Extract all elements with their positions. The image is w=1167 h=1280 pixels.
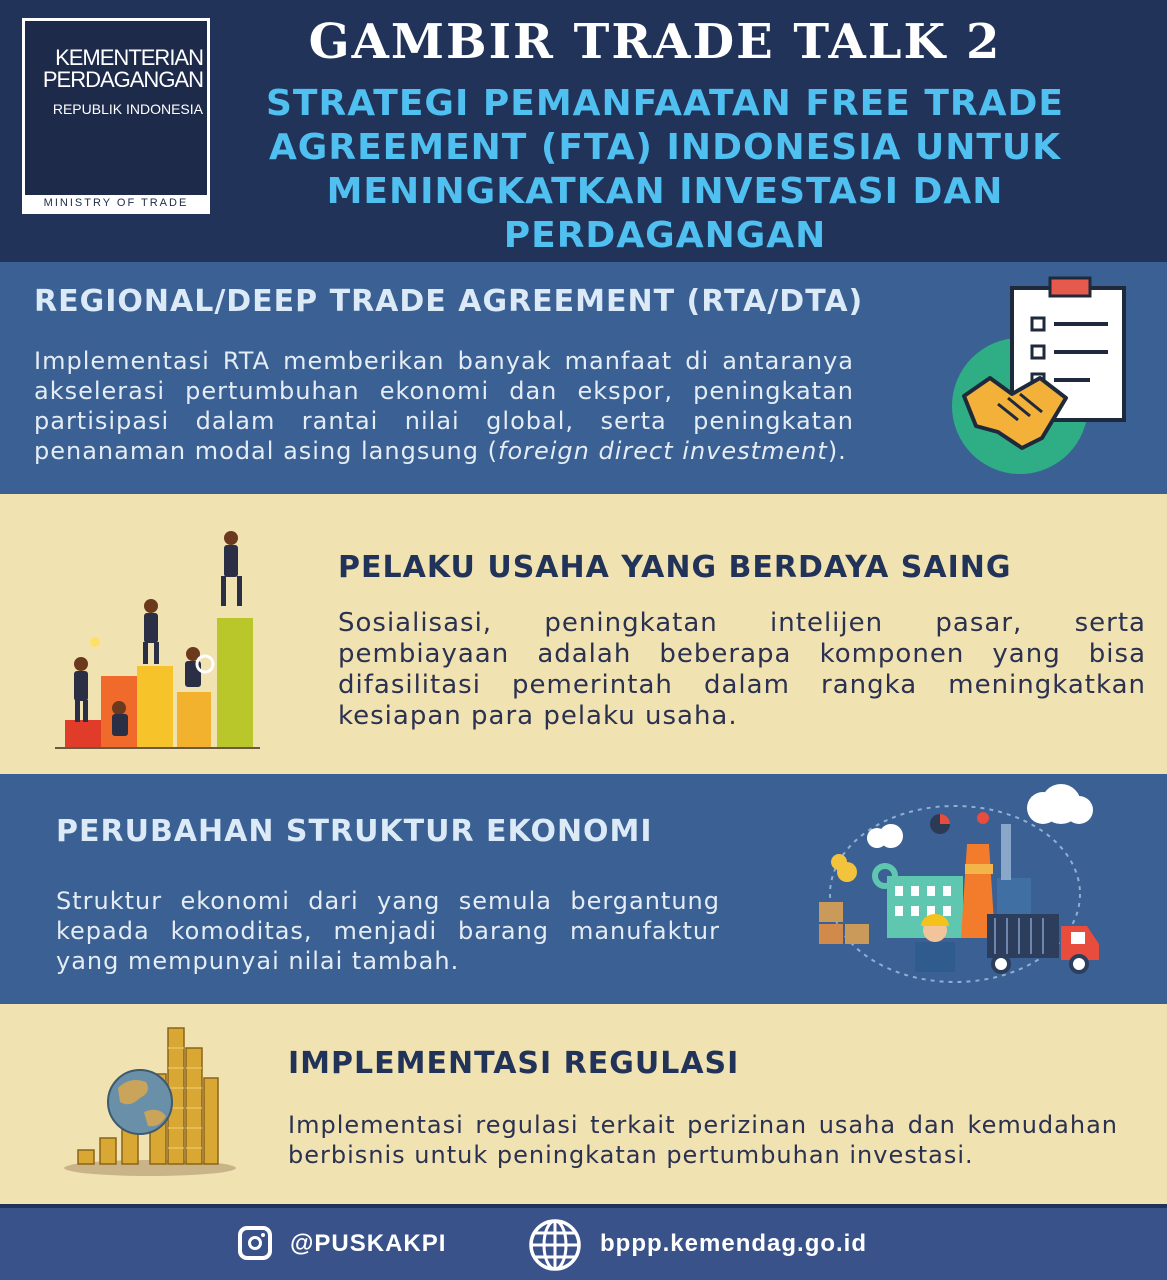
body-text-end: ). (827, 437, 847, 465)
section-rta-dta (0, 262, 1167, 494)
ministry-logo (22, 18, 210, 214)
section-body: Sosialisasi, peningkatan intelijen pasar, serta pembiayaan adalah beberapa komponen yang bisa difasilitasi pemerintah dalam rangka meningkatkan kesiapan para pelaku usaha. (338, 608, 1146, 731)
logo-line-3: REPUBLIK INDONESIA (52, 101, 203, 117)
logo-line-4: MINISTRY OF TRADE (25, 195, 207, 211)
page-subtitle: STRATEGI PEMANFAATAN FREE TRADE AGREEMENT (FTA) INDONESIA UNTUK MENINGKATKAN INVESTASI DAN PERDAGANGAN (265, 83, 1064, 256)
section-body: Implementasi regulasi terkait perizinan usaha dan kemudahan berbisnis untuk peningkatan pertumbuhan investasi. (288, 1111, 1118, 1169)
handshake-agreement-icon (950, 276, 1135, 476)
section-implementasi-regulasi (0, 1004, 1167, 1204)
page-title: GAMBIR TRADE TALK 2 (308, 14, 1002, 70)
website-link[interactable]: bppp.kemendag.go.id (600, 1230, 868, 1257)
body-italic-text: foreign direct investment (498, 437, 828, 465)
body-text: Implementasi RTA memberikan banyak manfaat di antaranya akselerasi pertumbuhan ekonomi dan ekspor, peningkatan partisipasi dalam rantai nilai global, serta peningkatan penanaman modal asing langsung ( (34, 347, 854, 465)
business-growth-illustration (55, 524, 270, 754)
footer (0, 1204, 1167, 1280)
header (0, 0, 1167, 262)
section-heading: IMPLEMENTASI REGULASI (288, 1046, 740, 1081)
section-heading: PERUBAHAN STRUKTUR EKONOMI (56, 814, 653, 849)
section-heading: REGIONAL/DEEP TRADE AGREEMENT (RTA/DTA) (34, 284, 864, 319)
globe-icon (528, 1218, 582, 1272)
section-struktur-ekonomi (0, 774, 1167, 1004)
industry-illustration (815, 784, 1105, 994)
section-pelaku-usaha (0, 494, 1167, 774)
section-body: Struktur ekonomi dari yang semula bergantung kepada komoditas, menjadi barang manufaktur yang mempunyai nilai tambah. (56, 887, 720, 975)
section-heading: PELAKU USAHA YANG BERDAYA SAING (338, 550, 1012, 585)
globe-coins-illustration (60, 1018, 240, 1178)
logo-line-1: KEMENTERIAN (55, 45, 203, 70)
section-body (34, 346, 854, 466)
logo-line-2: PERDAGANGAN (42, 67, 203, 92)
instagram-icon (238, 1226, 272, 1260)
instagram-handle-link[interactable]: @PUSKAKPI (290, 1230, 447, 1257)
